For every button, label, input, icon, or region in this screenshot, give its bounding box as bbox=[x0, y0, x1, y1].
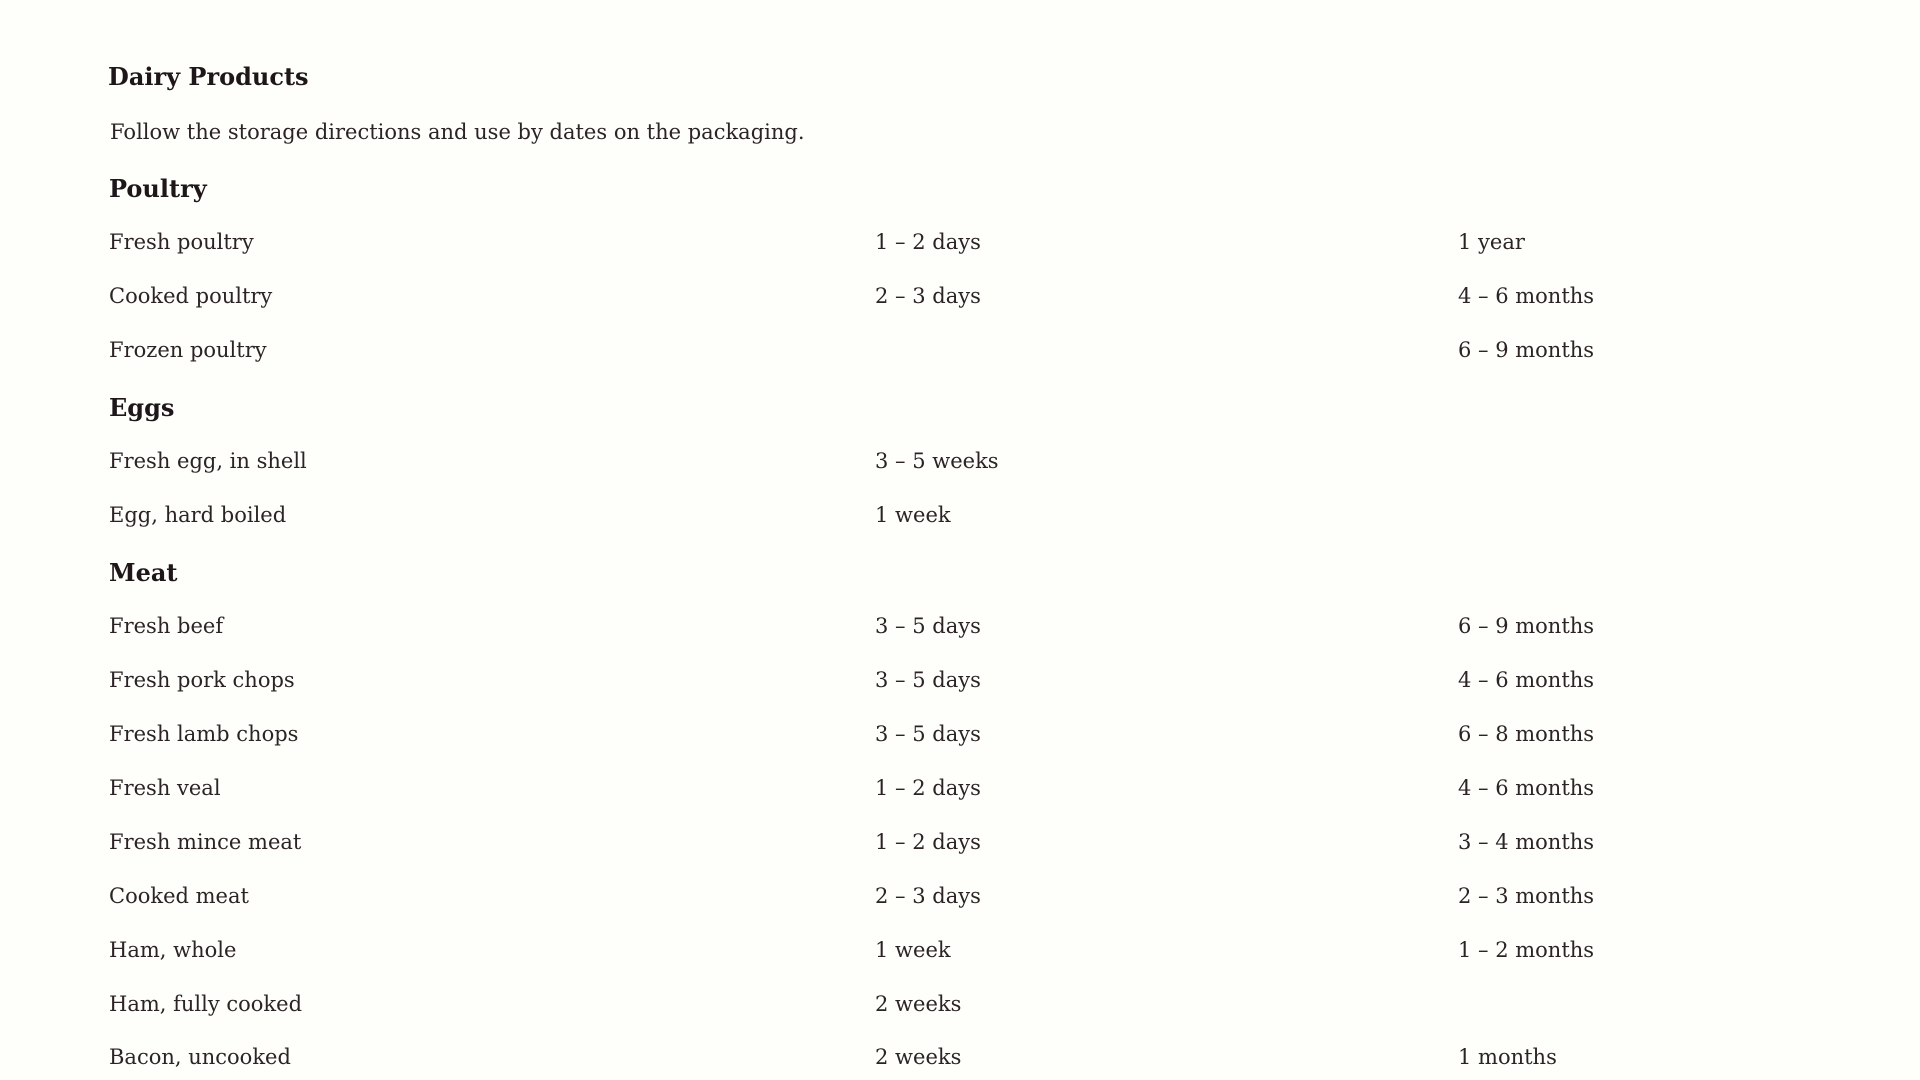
table-row bbox=[0, 830, 1920, 870]
table-row bbox=[0, 884, 1920, 924]
item-name: Egg, hard boiled bbox=[109, 503, 287, 527]
item-name: Ham, whole bbox=[109, 938, 237, 962]
item-name: Fresh pork chops bbox=[109, 668, 295, 692]
fridge-time: 1 week bbox=[875, 503, 951, 527]
table-row bbox=[0, 992, 1920, 1032]
item-name: Fresh beef bbox=[109, 614, 224, 638]
fridge-time: 3 – 5 days bbox=[875, 722, 981, 746]
fridge-time: 2 weeks bbox=[875, 992, 962, 1016]
table-row bbox=[0, 230, 1920, 270]
fridge-time: 1 – 2 days bbox=[875, 776, 981, 800]
eggs-section-title: Eggs bbox=[109, 393, 175, 422]
item-name: Fresh lamb chops bbox=[109, 722, 299, 746]
table-row bbox=[0, 668, 1920, 708]
dairy-storage-note: Follow the storage directions and use by dates on the packaging. bbox=[110, 120, 805, 144]
fridge-time: 3 – 5 days bbox=[875, 614, 981, 638]
fridge-time: 1 – 2 days bbox=[875, 230, 981, 254]
freezer-time: 4 – 6 months bbox=[1458, 776, 1595, 800]
fridge-time: 1 – 2 days bbox=[875, 830, 981, 854]
table-row bbox=[0, 614, 1920, 654]
freezer-time: 1 year bbox=[1458, 230, 1525, 254]
fridge-time: 3 – 5 weeks bbox=[875, 449, 999, 473]
item-name: Fresh poultry bbox=[109, 230, 254, 254]
fridge-time: 2 – 3 days bbox=[875, 884, 981, 908]
fridge-time: 2 weeks bbox=[875, 1045, 962, 1069]
item-name: Cooked poultry bbox=[109, 284, 273, 308]
fridge-time: 3 – 5 days bbox=[875, 668, 981, 692]
table-row bbox=[0, 722, 1920, 762]
freezer-time: 6 – 8 months bbox=[1458, 722, 1595, 746]
item-name: Frozen poultry bbox=[109, 338, 267, 362]
item-name: Cooked meat bbox=[109, 884, 249, 908]
dairy-section-title: Dairy Products bbox=[108, 62, 309, 91]
item-name: Ham, fully cooked bbox=[109, 992, 303, 1016]
poultry-section-title: Poultry bbox=[109, 174, 207, 203]
freezer-time: 1 – 2 months bbox=[1458, 938, 1595, 962]
fridge-time: 2 – 3 days bbox=[875, 284, 981, 308]
item-name: Fresh mince meat bbox=[109, 830, 302, 854]
item-name: Fresh egg, in shell bbox=[109, 449, 307, 473]
table-row bbox=[0, 503, 1920, 543]
table-row bbox=[0, 284, 1920, 324]
table-row bbox=[0, 776, 1920, 816]
freezer-time: 1 months bbox=[1458, 1045, 1557, 1069]
freezer-time: 6 – 9 months bbox=[1458, 614, 1595, 638]
table-row bbox=[0, 449, 1920, 489]
freezer-time: 3 – 4 months bbox=[1458, 830, 1595, 854]
fridge-time: 1 week bbox=[875, 938, 951, 962]
table-row bbox=[0, 938, 1920, 978]
item-name: Fresh veal bbox=[109, 776, 221, 800]
freezer-time: 6 – 9 months bbox=[1458, 338, 1595, 362]
freezer-time: 4 – 6 months bbox=[1458, 668, 1595, 692]
table-row bbox=[0, 338, 1920, 378]
table-row bbox=[0, 1045, 1920, 1080]
freezer-time: 4 – 6 months bbox=[1458, 284, 1595, 308]
freezer-time: 2 – 3 months bbox=[1458, 884, 1595, 908]
meat-section-title: Meat bbox=[109, 558, 178, 587]
item-name: Bacon, uncooked bbox=[109, 1045, 291, 1069]
